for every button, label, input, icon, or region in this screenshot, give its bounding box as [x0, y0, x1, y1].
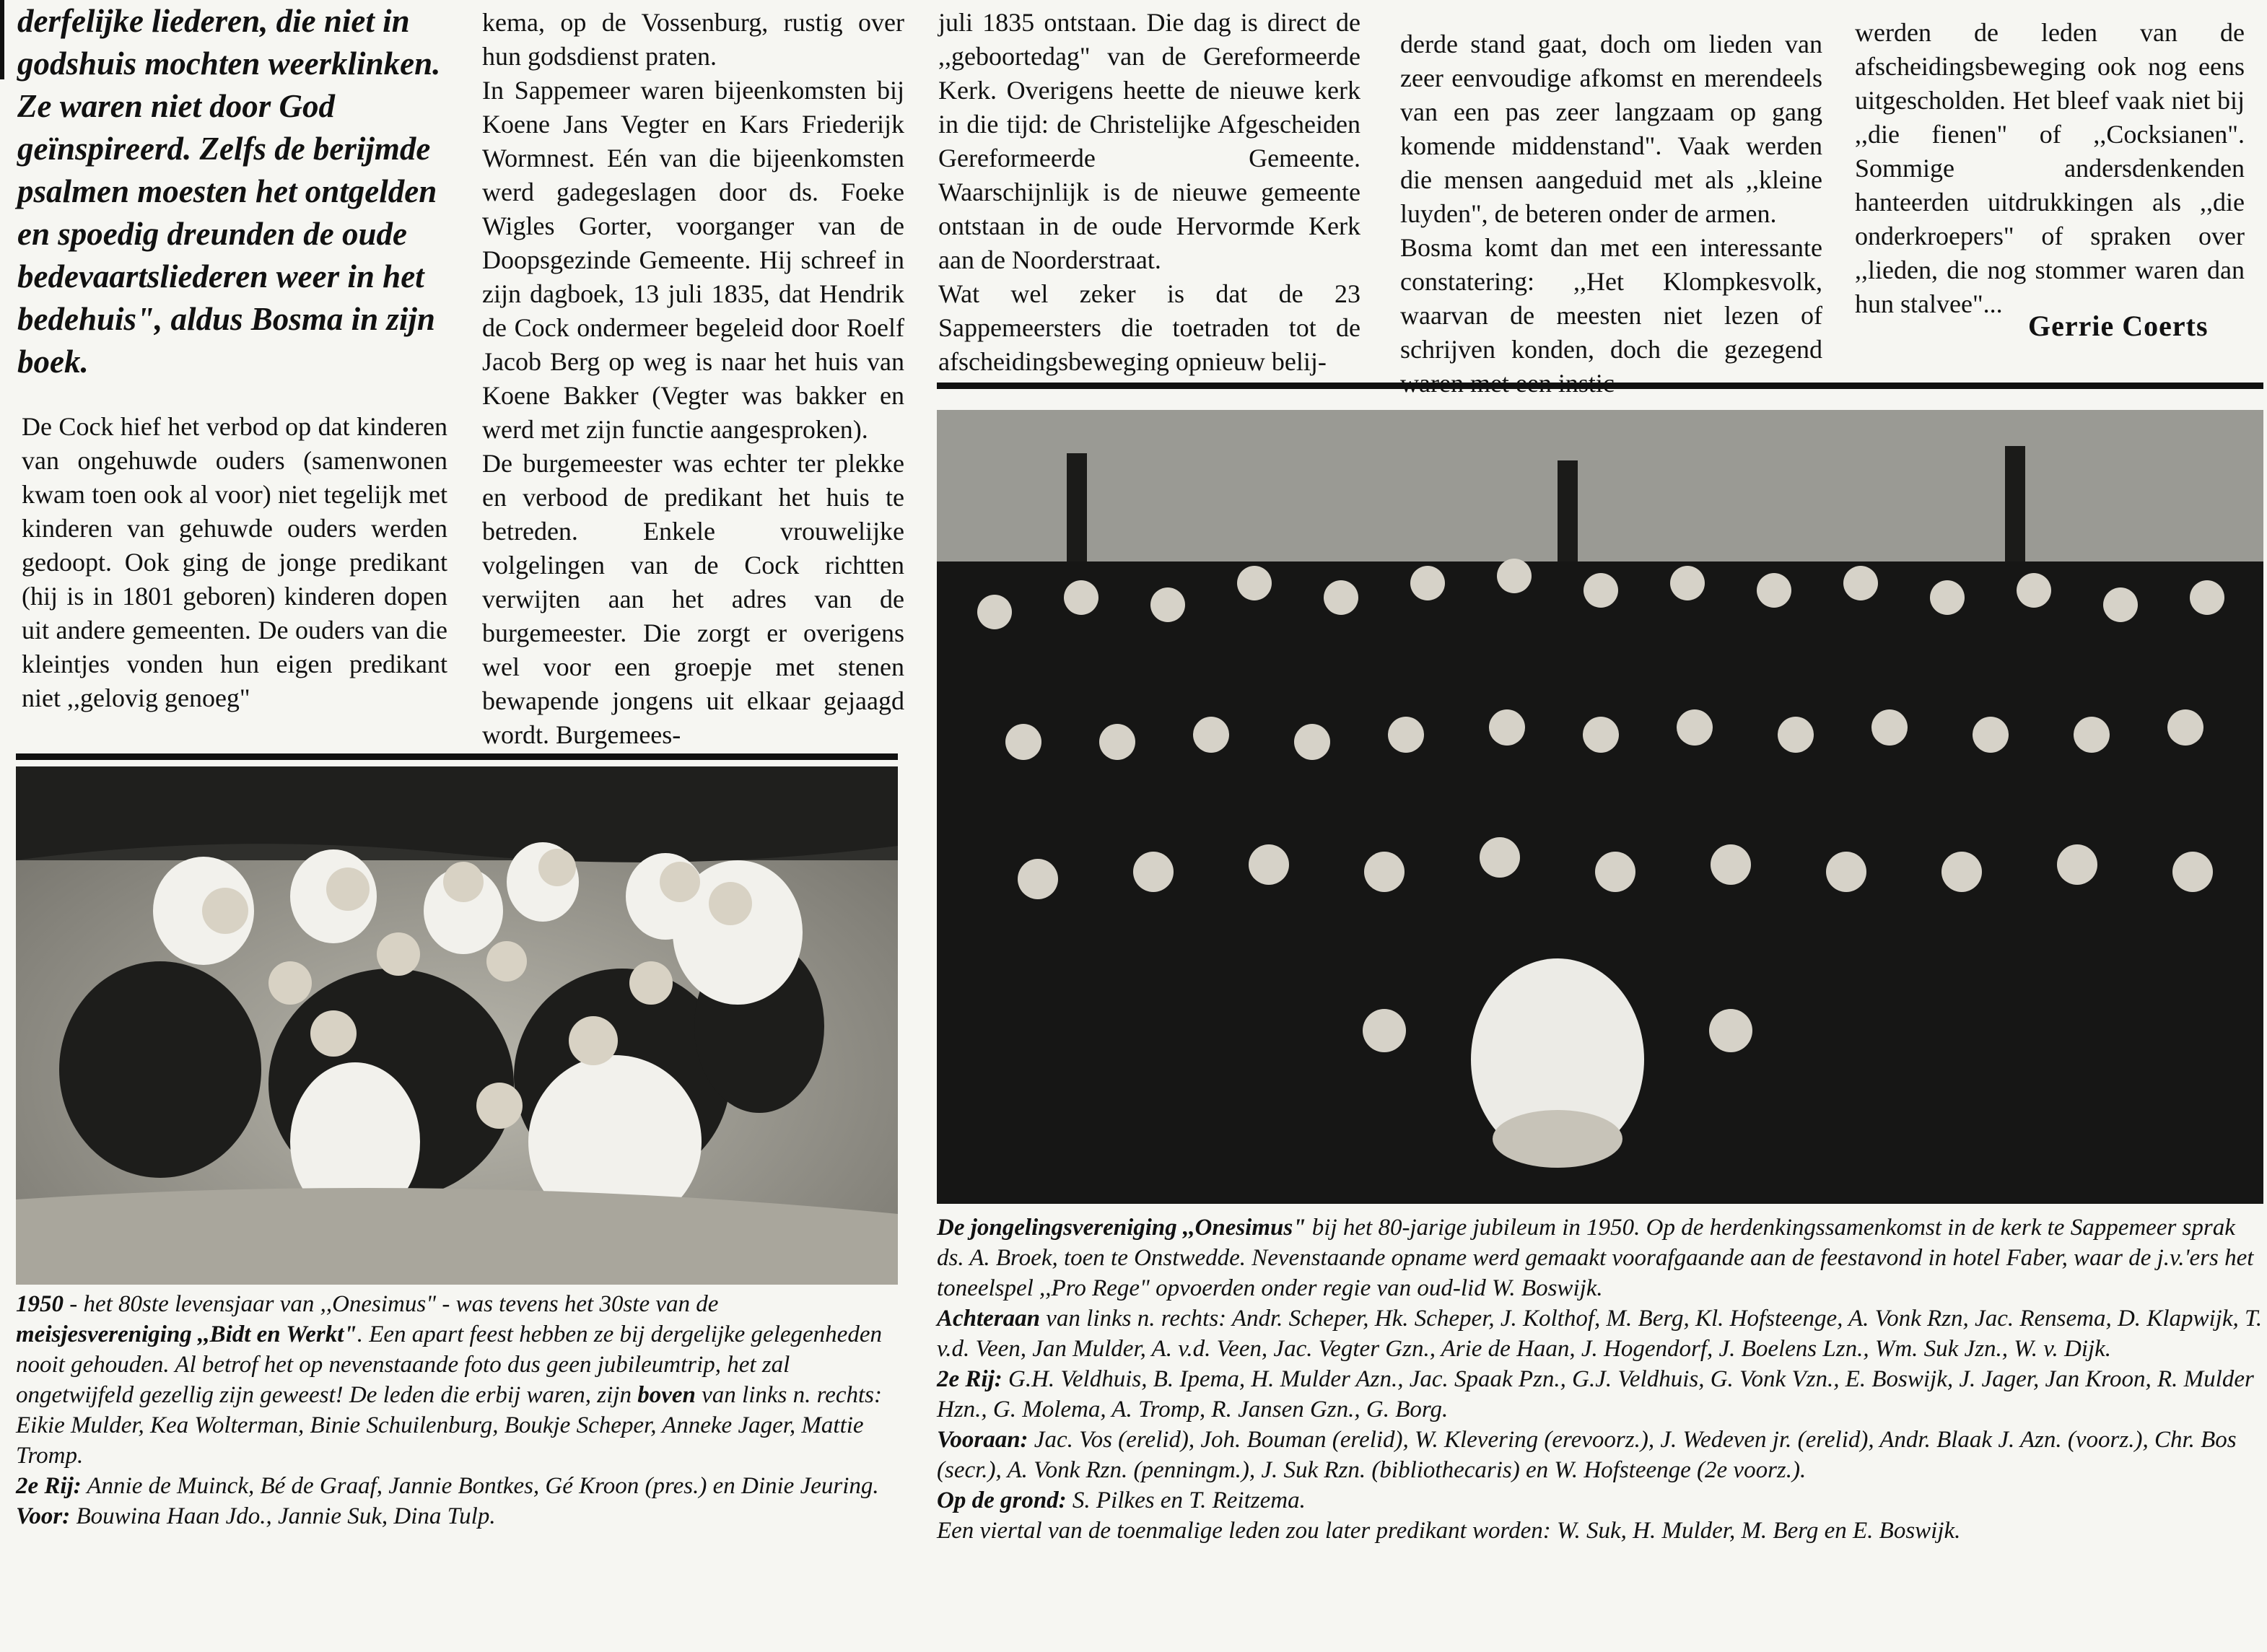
caption-onesimus-row2-label: 2e Rij:: [937, 1366, 1003, 1392]
caption-onesimus-back: [937, 1303, 2263, 1364]
column-2: [482, 6, 904, 752]
caption-onesimus-back-label: Achteraan: [937, 1306, 1041, 1332]
divider-left: [16, 753, 898, 760]
column-2-top: kema, op de Vossenburg, rustig over hun godsdienst praten.: [482, 8, 904, 71]
caption-onesimus-intro: [937, 1212, 2263, 1303]
caption-girls-group: [16, 1289, 898, 1531]
quote-bar: [0, 0, 4, 79]
caption-onesimus-text: bij het 80-jarige jubileum in 1950. Op de herdenkingssamenkomst in de kerk te Sappemeer sprak ds. A. Broek, toen te Onstwedde. Nevenstaande opname werd gemaakt voorafgaande aan de feestavond in hotel Faber, waar de j.v.'ers het toneelspel ,,Pro Rege" opvoerden onder regie van oud-lid W. Boswijk.: [937, 1215, 2254, 1301]
column-1: [22, 410, 447, 715]
intro-quote: [10, 0, 443, 383]
caption-onesimus-front-names: Jac. Vos (erelid), Joh. Bouman (erelid), W. Klevering (erevoorz.), J. Wedeven jr. (erelid), Andr. Blaak J. Azn. (voorz.), Chr. Bos (secr.), A. Vonk Rzn. (penningm.), J. Suk Rzn. (bibliothecaris) en W. Hofsteenge (2e voorz.).: [937, 1427, 2237, 1483]
column-4-paragraph-2: Bosma komt dan met een interessante constatering: ,,Het Klompkesvolk, waarvan de meesten niet lezen of schrijven konden, doch die gezegend: [1400, 233, 1822, 364]
column-3-paragraph-1: juli 1835 ontstaan. Die dag is direct de ,,geboortedag" van de Gereformeerde Kerk. Overigens heette de nieuwe kerk in die tijd: de Christelijke Afgescheiden Gereformeerde Gemeente. Waarschijnlijk is de nieuwe gemeente ontstaan in de oude Hervormde Kerk aan de Noorderstraat.: [938, 8, 1360, 274]
caption-onesimus-row2: [937, 1364, 2263, 1425]
caption-onesimus-front-label: Vooraan:: [937, 1427, 1028, 1453]
column-3: [938, 6, 1360, 379]
photo-girls-group: [16, 766, 898, 1285]
caption-girls-row2: [16, 1471, 898, 1501]
column-4-paragraph-1: derde stand gaat, doch om lieden van zeer eenvoudige afkomst en merendeels van een pas zeer langzaam op gang komende middenstand". Vaak werden die mensen aangeduid met als ,,kleine luyden", de beteren onder de armen.: [1400, 30, 1822, 228]
caption-girls-boven: boven: [637, 1382, 696, 1408]
caption-onesimus-ground: [937, 1485, 2263, 1516]
caption-girls-row2-names: Annie de Muinck, Bé de Graaf, Jannie Bontkes, Gé Kroon (pres.) en Dinie Jeuring.: [81, 1473, 879, 1499]
caption-onesimus-front: [937, 1425, 2263, 1485]
intro-quote-text: derfelijke liederen, die niet in godshuis mochten weerklinken. Ze waren niet door God geïnspireerd. Zelfs de berijmde psalmen moesten het ontgelden en spoedig dreunden de oude bedevaartsliederen weer in het bedehuis", aldus Bosma in zijn boek.: [17, 3, 441, 380]
caption-year: 1950: [16, 1291, 64, 1317]
caption-girls-intro: [16, 1289, 898, 1471]
caption-girls-text-2: . Een apart feest hebben ze bij dergelijke gelegenheden nooit gehouden. Al betrof het op nevenstaande foto dus geen jubileumtrip, het zal ongetwijfeld gezellig zijn geweest! De leden die erbij waren, zijn: [16, 1321, 882, 1408]
caption-girls-front-label: Voor:: [16, 1503, 71, 1529]
divider-right: [937, 383, 2263, 389]
caption-onesimus-back-names: van links n. rechts: Andr. Scheper, Hk. Scheper, J. Kolthof, M. Berg, Kl. Hofsteenge, A. Vonk Rzn, Jac. Rensema, D. Klapwijk, T. v.d. Veen, Jan Mulder, A. v.d. Veen, Jac. Vegter Gzn., Arie de Haan, J. Hogendorf, J. Boelens Lzn., Wm. Suk Jzn., W. v. Dijk.: [937, 1306, 2263, 1362]
column-2-paragraph-2: De burgemeester was echter ter plekke en verbood de predikant het huis te betreden. Enkele vrouwelijke volgelingen van de Cock richtten verwijten aan het adres van de burgemeester. Die zorgt er overigens wel voor een groepje met stenen bewapende jongens uit elkaar gejaagd wordt. Burgemees-: [482, 449, 904, 749]
column-5-paragraph: werden de leden van de afscheidingsbeweging ook nog eens uitgescholden. Het bleef vaak niet bij ,,die fienen" of ,,Cocksianen". Sommige andersdenkenden hanteerden uitdrukkingen als ,,die onderkroepers" of spraken over ,,lieden, die nog stommer waren dan hun stalvee"...: [1855, 18, 2245, 318]
column-4: [1400, 27, 1822, 401]
caption-girls-text-1: - het 80ste levensjaar van ,,Onesimus" - was tevens het 30ste van de: [64, 1291, 719, 1317]
caption-girls-row2-label: 2e Rij:: [16, 1473, 82, 1499]
caption-onesimus-ground-names: S. Pilkes en T. Reitzema.: [1066, 1487, 1306, 1513]
column-1-paragraph: De Cock hief het verbod op dat kinderen van ongehuwde ouders (samenwonen kwam toen ook al voor) niet tegelijk met kinderen van gehuwde ouders werden gedoopt. Ook ging de jonge predikant (hij is in 1801 geboren) kinderen dopen uit andere gemeenten. De ouders van die kleintjes vonden hun eigen predikant niet ,,gelovig genoeg": [22, 412, 447, 712]
caption-onesimus-ground-label: Op de grond:: [937, 1487, 1067, 1513]
caption-onesimus-row2-names: G.H. Veldhuis, B. Ipema, H. Mulder Azn., Jac. Spaak Pzn., G.J. Veldhuis, G. Vonk Vzn., E. Boswijk, J. Jager, Jan Kroon, R. Mulder Hzn., G. Molema, A. Tromp, R. Jansen Gzn., G. Borg.: [937, 1366, 2254, 1422]
author-byline: Gerrie Coerts: [2028, 310, 2209, 342]
caption-onesimus: [937, 1212, 2263, 1546]
caption-girls-front: [16, 1501, 898, 1531]
column-2-paragraph-1: In Sappemeer waren bijeenkomsten bij Koene Jans Vegter en Kars Friederijk Wormnest. Eén van die bijeenkomsten werd gadegeslagen door ds. Foeke Wigles Gorter, voorganger van de Doopsgezinde Gemeente. Hij schreef in zijn dagboek, 13 juli 1835, dat Hendrik de Cock ondermeer begeleid door Roelf Jacob Berg op weg is naar het huis van Koene Bakker (Vegter was bakker en werd met zijn functie aangesproken).: [482, 76, 904, 444]
caption-onesimus-closing: Een viertal van de toenmalige leden zou later predikant worden: W. Suk, H. Mulder, M. Berg en E. Boswijk.: [937, 1518, 1961, 1544]
caption-girls-club: meisjesvereniging ,,Bidt en Werkt": [16, 1321, 357, 1347]
caption-onesimus-title: De jongelingsvereniging ,,Onesimus": [937, 1215, 1306, 1241]
photo-onesimus-group: [937, 410, 2263, 1204]
column-5: [1855, 16, 2245, 321]
column-3-paragraph-2: Wat wel zeker is dat de 23 Sappemeersters die toetraden tot de afscheidingsbeweging opnieuw belij-: [938, 279, 1360, 376]
caption-girls-text-3: van links n. rechts: Eikie Mulder, Kea Wolterman, Binie Schuilenburg, Boukje Scheper, Anneke Jager, Mattie Tromp.: [16, 1382, 883, 1469]
caption-girls-front-names: Bouwina Haan Jdo., Jannie Suk, Dina Tulp.: [70, 1503, 496, 1529]
